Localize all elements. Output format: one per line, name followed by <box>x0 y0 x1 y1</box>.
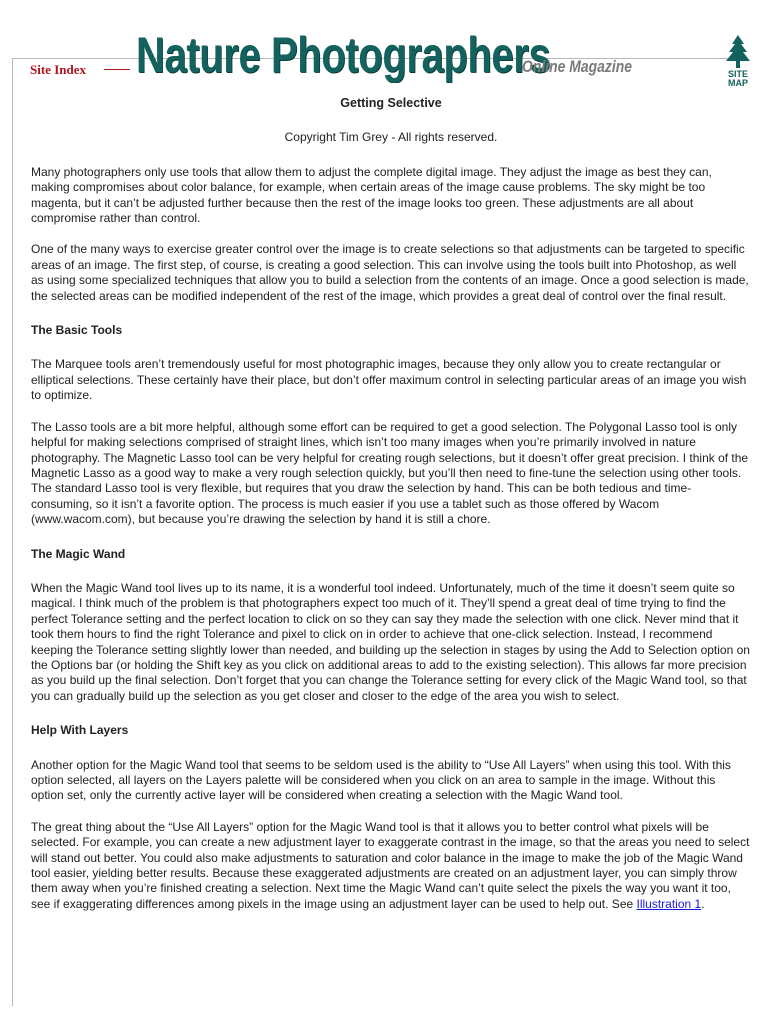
site-map-label-line2: MAP <box>728 78 748 88</box>
help-with-layers-paragraph-1: Another option for the Magic Wand tool that seems to be seldom used is the ability to “Use All Layers” when using this tool. With this option selected, all layers on the Layers palette will be considered when you click on an area to sample in the image. Without this option set, only the currently active layer will be considered when creating a selection with the Magic Wand tool. <box>31 757 731 803</box>
site-map-label-line1: SITE <box>727 69 748 79</box>
intro-paragraph-2: One of the many ways to exercise greater control over the image is to create selections so that adjustments can be targeted to specific areas of an image. The first step, of course, is creating a good selection. This can involve using the tools built into Photoshop, as well as using some specialized techniques that allow you to build a selection from the contents of an image. Once a good selection is made, the selected areas can be modified independent of the rest of the image, which provides a great deal of control over the final result. <box>31 242 749 303</box>
magazine-logo-title[interactable]: Nature Photographers <box>136 27 551 83</box>
section-heading-help-with-layers: Help With Layers <box>31 723 129 738</box>
intro-paragraph-1: Many photographers only use tools that allow them to adjust the complete digital image. They adjust the image as best they can, making compromises about color balance, for example, when certain areas of the image cause problems. The sky might be too magenta, but it can’t be adjusted further because then the rest of the image looks too green. These adjustments are all about compromise rather than control. <box>31 164 712 226</box>
site-index-link[interactable]: Site Index <box>30 62 86 77</box>
section-heading-basic-tools: The Basic Tools <box>31 323 123 338</box>
article-title: Getting Selective <box>340 96 442 110</box>
illustration-1-link[interactable]: Illustration 1 <box>636 896 702 911</box>
help-with-layers-paragraph-2-end: . <box>701 896 705 911</box>
magic-wand-paragraph-1: When the Magic Wand tool lives up to its name, it is a wonderful tool indeed. Unfortunately, much of the time it doesn’t seem quite so magical. I think much of the problem is that photographers expect too much of it. They’ll spend a great deal of time trying to find the perfect Tolerance setting and the perfect location to click on so they can say they made the selection with one click. Never mind that it took them hours to find the right Tolerance and pixel to click on in order to achieve that one-click selection. Instead, I recommend keeping the Tolerance setting slightly lower than needed, and building up the selection in stages by using the Add to Selection option on the Options bar (or holding the Shift key as you click on additional areas to add to the existing selection). This allows far more precision as you build up the final selection. Don’t forget that you can change the Tolerance setting for every click of the Magic Wand tool, so that you can gradually build up the selection as you get closer and closer to the edge of the area you wish to select. <box>31 580 750 703</box>
basic-tools-paragraph-2: The Lasso tools are a bit more helpful, although some effort can be required to get a good selection. The Polygonal Lasso tool is only helpful for making selections comprised of straight lines, which isn’t too many images when you’re primarily involved in nature photography. The Magnetic Lasso tool can be very helpful for creating rough selections, but it doesn’t offer great precision. I think of the Magnetic Lasso as a good way to make a very rough selection quickly, but you’ll then need to fine-tune the selection using other tools. The standard Lasso tool is very flexible, but requires that you draw the selection by hand. This can be both tedious and time-consuming, so it isn’t a favorite option. The process is much easier if you use a tablet such as those offered by Wacom (www.wacom.com), but because you’re drawing the selection by hand it is still a chore. <box>31 419 749 527</box>
help-with-layers-paragraph-2-text: The great thing about the “Use All Layers” option for the Magic Wand tool is that it allows you to better control what pixels will be selected. For example, you can create a new adjustment layer to exaggerate contrast in the image, so that the areas you need to select will stand out better. You could also make adjustments to saturation and color balance in the image to make the job of the Magic Wand tool easier, yielding better results. Because these exaggerated adjustments are created on an adjustment layer, you can simply throw them away when you’re finished creating a selection. Next time the Magic Wand can’t quite select the pixels the way you want it too, see if exaggerating differences among pixels in the image using an adjustment layer can be used to help out. See <box>31 819 750 911</box>
magazine-logo-subtitle: Online Magazine <box>522 57 632 76</box>
section-heading-magic-wand: The Magic Wand <box>31 546 126 561</box>
basic-tools-paragraph-1: The Marquee tools aren’t tremendously useful for most photographic images, because they only allow you to create rectangular or elliptical selections. These certainly have their place, but don’t offer maximum control in selecting particular areas of an image you wish to optimize. <box>31 357 747 403</box>
help-with-layers-paragraph-2 <box>31 820 751 912</box>
article-copyright: Copyright Tim Grey - All rights reserved. <box>284 130 498 145</box>
article-body <box>31 96 751 928</box>
